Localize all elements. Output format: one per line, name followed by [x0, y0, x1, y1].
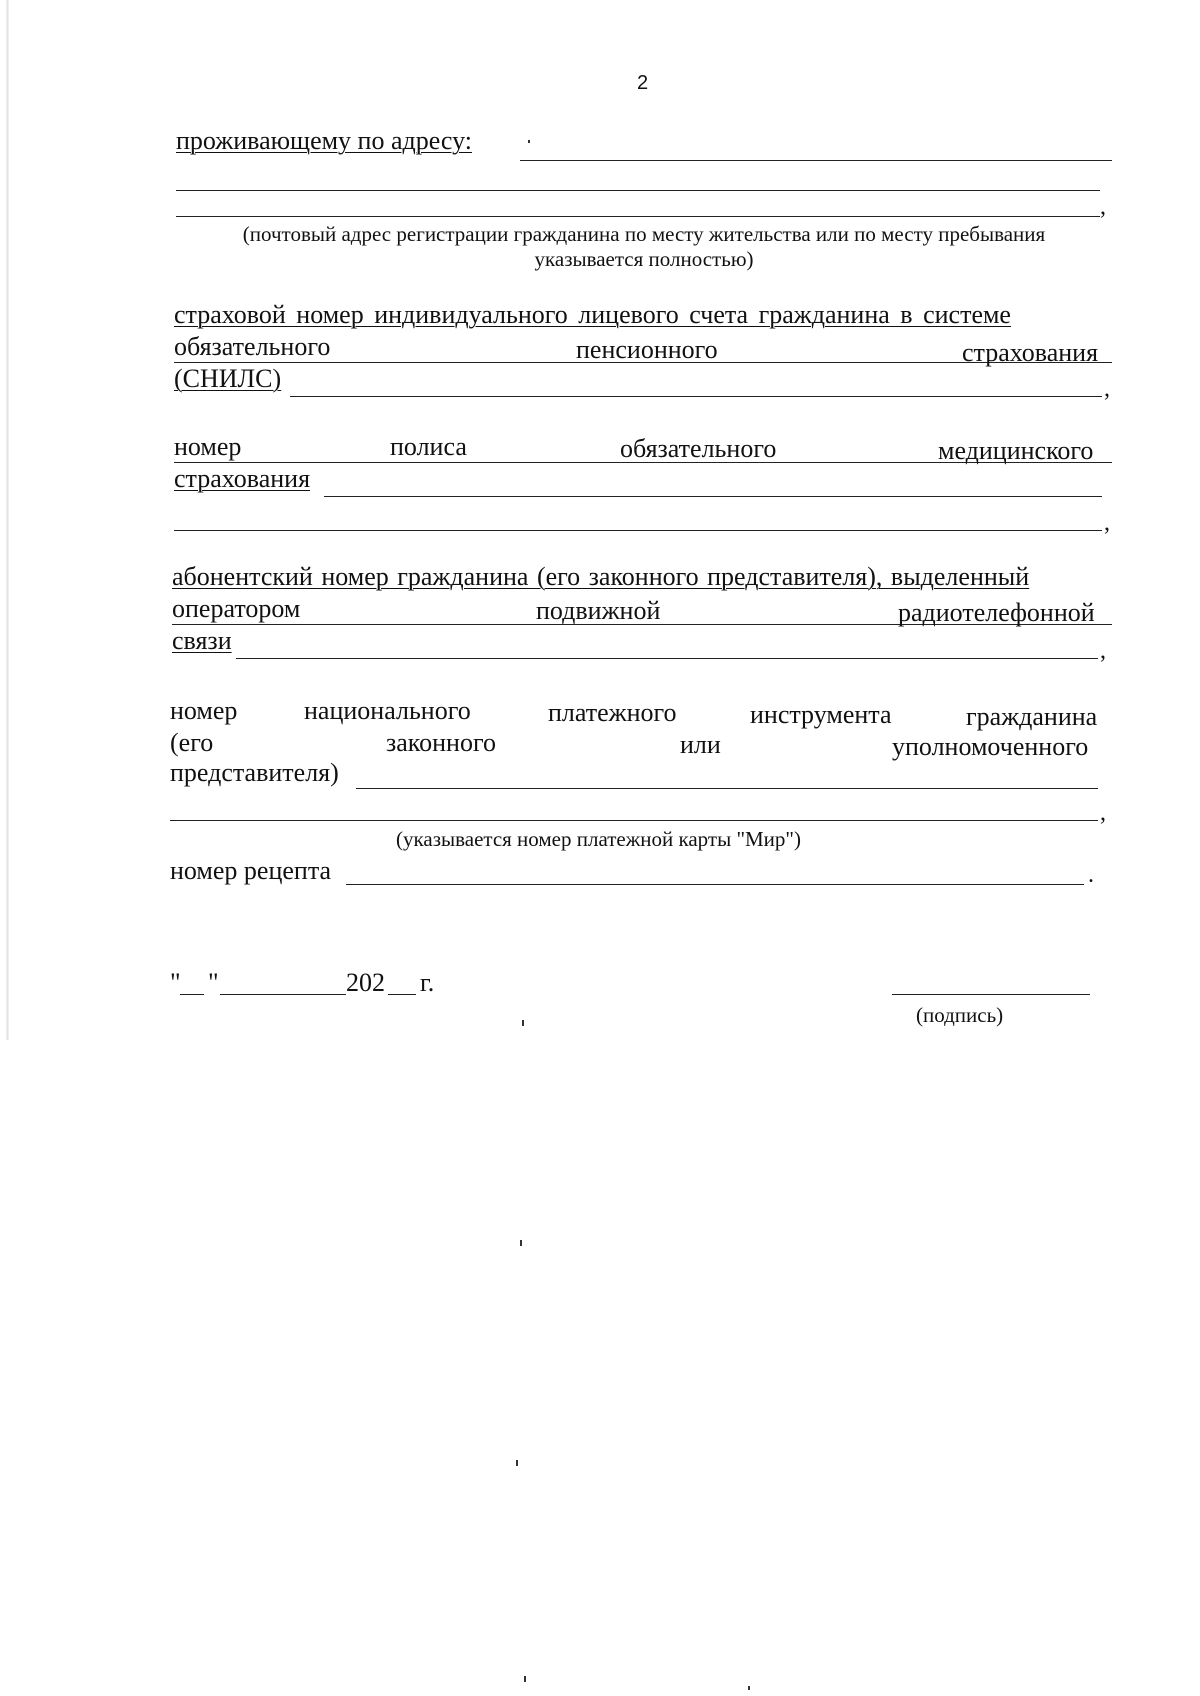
- date-year-suffix: г.: [420, 968, 435, 997]
- snils-word-2: пенсионного: [576, 335, 718, 364]
- address-note-line2: указывается полностью): [534, 247, 754, 271]
- recipe-field[interactable]: [346, 884, 1084, 885]
- policy-word-4: медицинского: [938, 436, 1094, 465]
- page-number: 2: [636, 72, 649, 94]
- payment-word-4: инструмента: [750, 700, 892, 729]
- payment-field-1[interactable]: [356, 788, 1098, 789]
- snils-tail: (СНИЛС): [174, 364, 282, 393]
- payment-comma: ,: [1100, 800, 1106, 826]
- snils-word-3: страхования: [962, 338, 1099, 367]
- phone-word-2: подвижной: [536, 596, 661, 625]
- scan-speck: [522, 1020, 524, 1026]
- date-year-prefix: 202: [346, 968, 385, 997]
- address-field-2[interactable]: [176, 190, 1100, 191]
- recipe-label: номер рецепта: [170, 856, 332, 885]
- snils-comma: ,: [1104, 376, 1110, 402]
- policy-word-2: полиса: [390, 432, 467, 461]
- policy-tail: страхования: [174, 464, 311, 493]
- policy-comma: ,: [1104, 510, 1110, 536]
- payment-field-2[interactable]: [170, 820, 1098, 821]
- payment-word-6: (его: [170, 728, 214, 757]
- scan-speck: [528, 140, 530, 143]
- address-note-line1: (почтовый адрес регистрации гражданина по месту жительства или по месту пребывания: [242, 222, 1046, 246]
- policy-field-1[interactable]: [324, 496, 1102, 497]
- address-field-3[interactable]: [176, 216, 1100, 217]
- address-label: проживающему по адресу:: [176, 126, 473, 155]
- phone-word-3: радиотелефонной: [898, 598, 1095, 627]
- phone-tail: связи: [172, 626, 232, 655]
- payment-word-8: или: [680, 730, 721, 759]
- scan-margin-shadow: [6, 0, 9, 1040]
- payment-word-2: национального: [304, 696, 471, 725]
- date-day-field[interactable]: [180, 994, 204, 995]
- payment-word-7: законного: [386, 728, 496, 757]
- phone-comma: ,: [1100, 638, 1106, 664]
- snils-line1: страховой номер индивидуального лицевого счета гражданина в системе: [174, 300, 1011, 329]
- payment-word-1: номер: [170, 696, 238, 725]
- payment-note: (указывается номер платежной карты "Мир"): [396, 827, 801, 851]
- payment-word-5: гражданина: [966, 702, 1098, 731]
- scan-speck: [748, 1686, 750, 1690]
- signature-field[interactable]: [892, 994, 1090, 995]
- payment-word-3: платежного: [548, 698, 677, 727]
- date-close-quote: ": [208, 968, 219, 997]
- policy-word-3: обязательного: [620, 434, 777, 463]
- phone-line1: абонентский номер гражданина (его законного представителя), выделенный: [172, 562, 1030, 591]
- payment-word-9: уполномоченного: [892, 732, 1089, 761]
- date-year-field[interactable]: [388, 994, 416, 995]
- date-open-quote: ": [170, 968, 181, 997]
- payment-tail: представителя): [170, 758, 339, 787]
- snils-field[interactable]: [290, 396, 1102, 397]
- signature-label: (подпись): [916, 1003, 1004, 1027]
- phone-field[interactable]: [236, 658, 1098, 659]
- phone-word-1: оператором: [172, 594, 301, 623]
- address-comma: ,: [1100, 194, 1106, 220]
- scan-speck: [524, 1676, 526, 1682]
- scan-speck: [520, 1240, 522, 1246]
- recipe-period: .: [1088, 862, 1094, 888]
- policy-field-2[interactable]: [174, 530, 1102, 531]
- policy-word-1: номер: [174, 432, 242, 461]
- address-field-1[interactable]: [520, 160, 1112, 161]
- scan-speck: [516, 1460, 518, 1466]
- snils-word-1: обязательного: [174, 332, 331, 361]
- date-month-field[interactable]: [220, 994, 346, 995]
